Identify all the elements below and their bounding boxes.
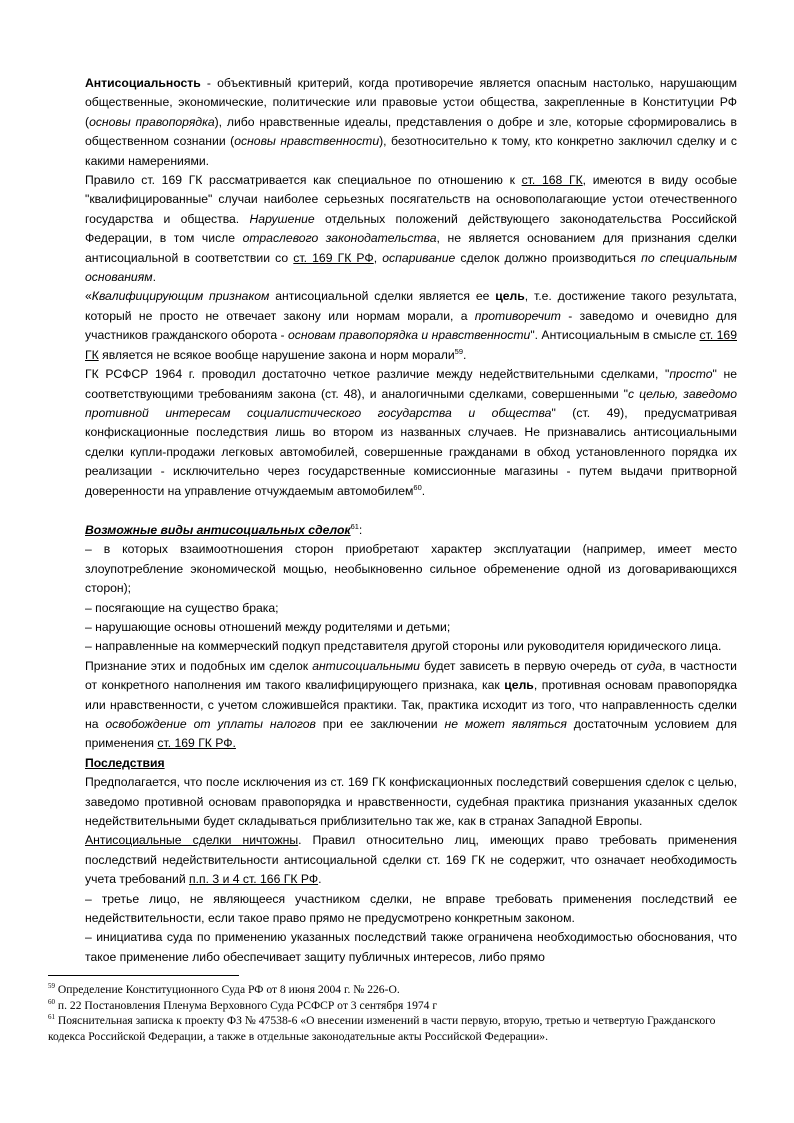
footnote-separator	[48, 975, 239, 976]
italic-run: не может являться	[444, 717, 567, 731]
text-run: сделок должно производиться	[455, 250, 642, 265]
text-run: " не соответствующими требованиям закона (ст. 48), и аналогичными сделками, совершенными "	[85, 367, 737, 401]
paragraph-null-and-void	[85, 831, 737, 889]
footnote-ref-61[interactable]: 61	[350, 521, 359, 531]
text-run: - заведомо и очевидно для участников гражданского оборота -	[85, 308, 737, 343]
list-item: – третье лицо, не являющееся участником сделки, не вправе требовать применения последствий ее недействительности, если такое право прямо не предусмотрено конкретным законом.	[85, 891, 737, 926]
heading-possible-types: Возможные виды антисоциальных сделок	[85, 522, 351, 537]
text-run: будет зависеть в первую очередь от	[419, 658, 637, 673]
text-run: " (ст. 49), предусматривая конфискационные последствия лишь во втором из названных случаев. Не признавались антисоциальными сделки купли-продажи легковых автомобилей, совершенные гражданами в обход установленного порядка их реализации - исключительно через государственные комиссионные магазины - путем выдачи притворной доверенности на управление отчуждаемым автомобилем	[85, 405, 737, 498]
text-run: , не является основанием для признания сделки антисоциальной в соответствии со	[85, 231, 737, 265]
footnote-text: Пояснительная записка к проекту ФЗ № 47538-6 «О внесении изменений в части первую, вторую, третью и четвертую Гражданского кодекса Российской Федерации, а также в отдельные законодательные акты Российской Федерации».	[48, 1014, 716, 1043]
italic-run: по специальным основаниям	[85, 250, 738, 285]
italic-run: Квалифицирующим признаком	[91, 289, 270, 304]
list-item: – направленные на коммерческий подкуп представителя другой стороны или руководителя юридического лица.	[85, 639, 722, 654]
italic-run: просто	[669, 367, 713, 382]
footnote-ref-59[interactable]: 59	[454, 346, 463, 356]
paragraph-antisociality-definition	[85, 74, 737, 171]
italic-run: суда	[636, 658, 663, 673]
link-art-168[interactable]: ст. 168 ГК	[521, 173, 583, 188]
text-run: .	[463, 347, 467, 362]
text-run: Признание этих и подобных им сделок	[85, 658, 313, 673]
italic-run: с целью, заведомо противной интересам социалистического государства и общества	[85, 386, 737, 420]
text-run: «	[85, 289, 92, 304]
text-run: .	[152, 270, 156, 285]
italic-run: основы нравственности	[234, 134, 380, 149]
footnote-59	[48, 982, 740, 998]
text-run: антисоциальной сделки является ее	[269, 289, 496, 304]
footnote-text: Определение Конституционного Суда РФ от 8 июня 2004 г. № 226-О.	[55, 983, 400, 996]
text-run: ), безотносительно к тому, кто конкретно заключил сделку и с какими намерениями.	[85, 134, 737, 168]
link-art-169[interactable]: ст. 169 ГК	[85, 328, 737, 362]
footnote-ref-60[interactable]: 60	[413, 482, 422, 492]
italic-run: противоречит	[474, 308, 561, 323]
italic-run: отраслевого законодательства	[242, 231, 437, 246]
list-item: – нарушающие основы отношений между родителями и детьми;	[85, 619, 451, 634]
paragraph-recognition	[85, 657, 737, 754]
text-run: - объективный критерий, когда противоречие является опасным настолько, нарушающим общественные, экономические, политические или правовые устои общества, закрепленные в Конституции РФ (	[85, 76, 737, 129]
footnote-text: п. 22 Постановления Пленума Верховного Суда РСФСР от 3 сентября 1974 г	[55, 998, 438, 1012]
text-run: Правило ст. 169 ГК рассматривается как специальное по отношению к	[85, 173, 522, 188]
italic-run: Нарушение	[249, 211, 315, 226]
italic-run: освобождение от уплаты налогов	[105, 717, 316, 731]
footnote-number: 60	[48, 997, 55, 1006]
text-run: :	[358, 522, 363, 537]
italic-run: основам правопорядка и нравственности	[287, 328, 531, 343]
text-run: отдельных положений действующего законодательства Российской Федерации, в том числе	[85, 211, 737, 246]
text-run: является не всякое вообще нарушение закона и норм морали	[98, 347, 455, 362]
italic-run: оспаривание	[382, 250, 456, 265]
text-run: ), либо нравственные идеалы, представления о добре и зле, которые сформировались в общественном сознании (	[85, 114, 737, 149]
footnote-number: 59	[48, 982, 55, 991]
link-art-166[interactable]: п.п. 3 и 4 ст. 166 ГК РФ	[189, 872, 319, 887]
text-run: . Правил относительно лиц, имеющих право требовать применения последствий недействительности антисоциальной сделки ст. 169 ГК не содержит, что означает необходимость учета требований	[85, 833, 737, 887]
footnotes	[48, 982, 740, 1044]
text-run: .	[318, 872, 322, 887]
link-antisocial-void[interactable]: Антисоциальные сделки ничтожны	[85, 833, 299, 848]
section-heading-types	[85, 521, 737, 540]
text-run: ,	[373, 250, 383, 265]
paragraph-gk-rsfsr-1964	[85, 365, 737, 501]
bold-run: цель	[495, 289, 525, 304]
paragraph-consequences-intro: Предполагается, что после исключения из ст. 169 ГК конфискационных последствий совершения сделок с целью, заведомо противной основам правопорядка и нравственности, судебная практика признания указанных сделок недействительными будет складываться приблизительно так же, как в странах Западной Европы.	[85, 775, 737, 829]
text-run: .	[421, 483, 426, 498]
list-item: – инициатива суда по применению указанных последствий также ограничена необходимостью обоснования, что такое применение либо обеспечивает защиту публичных интересов, либо прямо	[85, 930, 737, 964]
list-item: – в которых взаимоотношения сторон приобретают характер эксплуатации (например, имеет место злоупотребление экономической мощью, необыкновенно сильное обременение одной из договаривающихся сторон);	[85, 542, 737, 596]
link-art-169[interactable]: ст. 169 ГК РФ.	[157, 736, 236, 751]
term-antisociality: Антисоциальность	[85, 76, 201, 90]
text-run: достаточным условием для применения	[85, 717, 737, 751]
section-heading-consequences: Последствия	[85, 755, 165, 770]
text-run: , противная основам правопорядка или нравственности, с учетом сложившейся практики. Так, практика исходит из того, что направленность сделки на	[85, 678, 737, 731]
document-body	[85, 74, 737, 967]
text-run: при ее заключении	[315, 717, 445, 731]
italic-run: основы правопорядка	[89, 114, 215, 129]
spacer	[85, 501, 737, 521]
link-art-169[interactable]: ст. 169 ГК РФ	[293, 250, 374, 265]
footnote-60	[48, 998, 740, 1014]
text-run: ГК РСФСР 1964 г. проводил достаточно четкое различие между недействительными сделками, "	[85, 367, 670, 382]
text-run: ". Антисоциальным в смысле	[530, 328, 700, 343]
text-run: , в частности от конкретного наполнения им такого квалифицирующего признака, как	[85, 658, 737, 693]
paragraph-rule-169	[85, 171, 737, 287]
bold-run: цель	[504, 678, 534, 693]
list-item: – посягающие на существо брака;	[85, 600, 279, 615]
footnote-number: 61	[48, 1013, 55, 1022]
paragraph-qualifying-feature	[85, 287, 737, 365]
text-run: , т.е. достижение такого результата, который не просто не отвечает закону или нормам морали, а	[85, 289, 737, 323]
text-run: , имеются в виду особые "квалифицированные" случаи наиболее серьезных посягательств на основополагающие устои отечественного государства и общества.	[85, 173, 737, 226]
footnote-61	[48, 1013, 740, 1044]
italic-run: антисоциальными	[312, 658, 420, 673]
